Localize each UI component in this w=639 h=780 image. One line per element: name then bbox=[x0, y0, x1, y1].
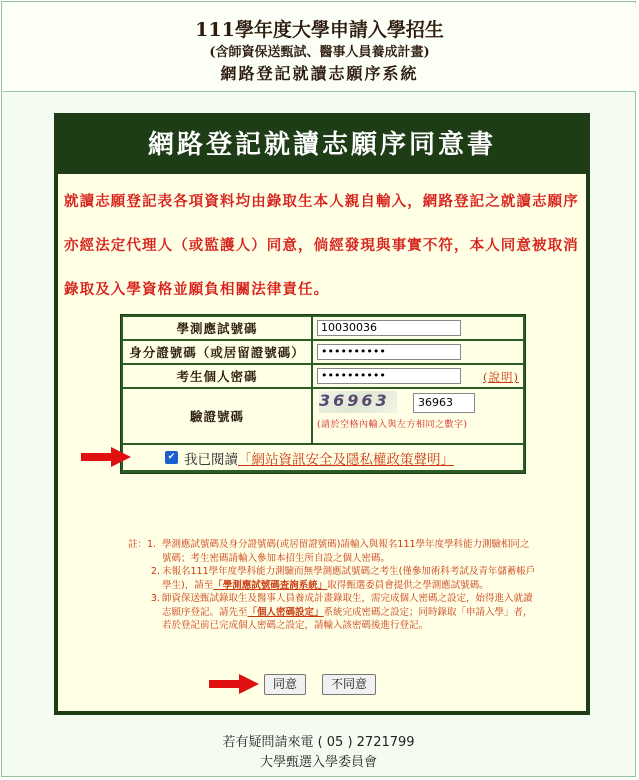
id-row bbox=[123, 341, 523, 363]
note-3-text-a: 師資保送甄試錄取生及醫事人員養成計畫錄取生，需完成個人密碼之設定，始得進入就讀志願序登記。請先至 bbox=[162, 593, 533, 618]
system-name: 網路登記就讀志願序系統 bbox=[220, 64, 419, 83]
note-1-label: 註：1. bbox=[128, 539, 157, 550]
consent-statement: 就讀志願登記表各項資料均由錄取生本人親自輸入，網路登記之就讀志願序亦經法定代理人（或監護人）同意，倘經發現與事實不符，本人同意被取消錄取及入學資格並願負相關法律責任。 bbox=[64, 193, 579, 298]
captcha-image bbox=[319, 391, 397, 413]
id-input[interactable]: •••••••••• bbox=[317, 344, 461, 360]
note-3-label: 3. bbox=[150, 593, 160, 604]
captcha-row bbox=[123, 389, 523, 443]
note-1 bbox=[128, 538, 538, 565]
consent-banner: 網路登記就讀志願序同意書 bbox=[55, 114, 589, 174]
captcha-label: 驗證號碼 bbox=[123, 389, 313, 443]
captcha-image-text: 36963 bbox=[319, 391, 390, 410]
page-subtitle: (含師資保送甄試、醫事人員養成計畫) bbox=[209, 45, 430, 60]
captcha-hint: (請於空格內輸入與左方相同之數字) bbox=[317, 420, 468, 430]
login-form bbox=[120, 314, 526, 474]
note-2-text-a: 未報名111學年度學科能力測驗而無學測應試號碼之考生(僅參加術科考試及青年儲蓄帳戶學生)，請至 bbox=[162, 566, 536, 591]
captcha-input[interactable]: 36963 bbox=[413, 393, 475, 413]
note-1-text: 學測應試號碼及身分證號碼(或居留證號碼)請輸入與報名111學年度學科能力測驗相同之號碼；考生密碼請輸入參加本招生所自設之個人密碼。 bbox=[162, 539, 530, 564]
password-setup-link[interactable]: 「個人密碼設定」 bbox=[247, 606, 324, 618]
consent-panel bbox=[54, 113, 590, 715]
exam-no-label: 學測應試號碼 bbox=[123, 317, 313, 339]
page-header bbox=[3, 3, 636, 92]
page-title: 111學年度大學申請入學招生 bbox=[195, 19, 444, 41]
note-3-text-b: 系統完成密碼之設定；同時錄取「申請入學」者，若於登記前已完成個人密碼之設定，請輸入該密碼後進行登記。 bbox=[162, 606, 533, 631]
notes-section bbox=[128, 538, 538, 633]
note-2 bbox=[128, 565, 538, 592]
disagree-button[interactable]: 不同意 bbox=[322, 674, 376, 695]
password-label: 考生個人密碼 bbox=[123, 365, 313, 387]
exam-no-query-link[interactable]: 「學測應試號碼查詢系統」 bbox=[213, 579, 328, 591]
consent-content bbox=[58, 174, 586, 711]
password-input[interactable]: •••••••••• bbox=[317, 368, 461, 384]
note-2-label: 2. bbox=[150, 566, 160, 577]
footer-contact: 若有疑問請來電 ( 05 ) 2721799 bbox=[222, 735, 415, 750]
note-3 bbox=[128, 592, 538, 633]
footer-org: 大學甄選入學委員會 bbox=[259, 755, 377, 770]
privacy-agree-row bbox=[123, 445, 523, 470]
password-help-link[interactable]: (說明) bbox=[483, 370, 519, 384]
exam-no-input[interactable]: 10030036 bbox=[317, 320, 461, 336]
password-row bbox=[123, 365, 523, 387]
agree-button[interactable]: 同意 bbox=[264, 674, 306, 695]
exam-no-row bbox=[123, 317, 523, 339]
note-2-text-b: 取得甄選委員會提供之學測應試號碼。 bbox=[327, 579, 489, 591]
right-arrow-icon bbox=[209, 674, 259, 694]
checkbox-checked-icon[interactable]: ✔ bbox=[165, 451, 178, 464]
id-label: 身分證號碼（或居留證號碼） bbox=[123, 341, 313, 363]
right-arrow-icon bbox=[81, 447, 131, 467]
page-frame bbox=[1, 1, 636, 777]
privacy-policy-link[interactable]: 「網站資訊安全及隱私權政策聲明」 bbox=[238, 451, 454, 468]
privacy-agree-prefix: 我已閱讀 bbox=[184, 451, 238, 468]
